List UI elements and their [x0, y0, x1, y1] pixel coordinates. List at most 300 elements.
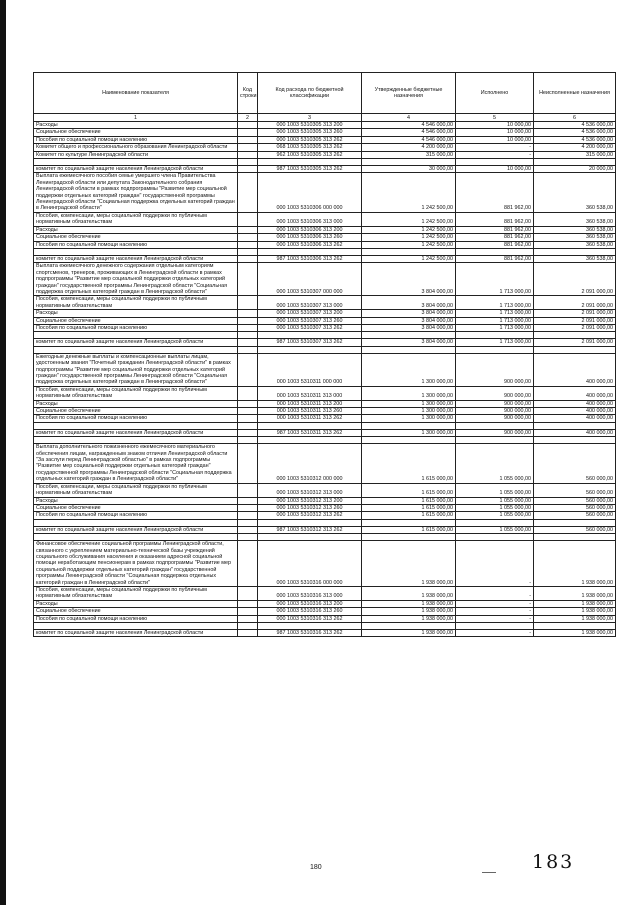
row-unexecuted: 400 000,00 [534, 408, 616, 415]
row-line-code [238, 415, 258, 422]
row-unexecuted: 560 000,00 [534, 512, 616, 519]
row-approved: 3 804 000,00 [362, 310, 456, 317]
spacer-cell [362, 248, 456, 255]
header-expense-code: Код расхода по бюджетной классификации [258, 73, 362, 114]
row-approved: 3 804 000,00 [362, 339, 456, 346]
row-name: комитет по социальной защите населения Ленинградской области [34, 339, 238, 346]
row-expense-code: 987 1003 5310316 313 262 [258, 630, 362, 637]
spacer-cell [34, 422, 238, 429]
table-row [34, 586, 616, 600]
row-expense-code: 000 1003 5310307 313 200 [258, 310, 362, 317]
row-name: Пособия по социальной помощи населению [34, 512, 238, 519]
row-executed: 900 000,00 [456, 408, 534, 415]
spacer-cell [534, 422, 616, 429]
row-unexecuted: 400 000,00 [534, 386, 616, 400]
spacer-cell [258, 437, 362, 444]
row-expense-code: 000 1003 5310312 000 000 [258, 444, 362, 483]
row-expense-code: 000 1003 5310305 313 200 [258, 122, 362, 129]
header-unexecuted: Неисполненные назначения [534, 73, 616, 114]
row-name: комитет по социальной защите населения Ленинградской области [34, 429, 238, 436]
row-name: Пособия, компенсации, меры социальной поддержки по публичным нормативным обязательствам [34, 212, 238, 226]
row-expense-code: 000 1003 5310306 313 262 [258, 241, 362, 248]
table-row [34, 129, 616, 136]
table-row [34, 310, 616, 317]
row-name: комитет по социальной защите населения Ленинградской области [34, 630, 238, 637]
row-name: Расходы [34, 310, 238, 317]
spacer-cell [456, 346, 534, 353]
row-executed: - [456, 608, 534, 615]
row-name: Социальное обеспечение [34, 317, 238, 324]
scan-edge [0, 0, 6, 905]
row-name: Пособия, компенсации, меры социальной поддержки по публичным нормативным обязательствам [34, 386, 238, 400]
header-line-code: Код строки [238, 73, 258, 114]
row-executed: - [456, 630, 534, 637]
spacer-cell [34, 519, 238, 526]
spacer-cell [362, 422, 456, 429]
table-row [34, 497, 616, 504]
row-approved: 1 938 000,00 [362, 600, 456, 607]
row-approved: 1 300 000,00 [362, 400, 456, 407]
spacer-cell [534, 159, 616, 166]
spacer-row [34, 346, 616, 353]
row-unexecuted: 400 000,00 [534, 400, 616, 407]
table-row [34, 166, 616, 173]
row-unexecuted: 4 536 000,00 [534, 129, 616, 136]
row-unexecuted: 360 538,00 [534, 234, 616, 241]
spacer-cell [534, 519, 616, 526]
row-approved: 1 242 500,00 [362, 241, 456, 248]
row-unexecuted: 4 536 000,00 [534, 122, 616, 129]
row-executed: 1 713 000,00 [456, 339, 534, 346]
row-expense-code: 000 1003 5310316 313 260 [258, 608, 362, 615]
row-name: Пособия по социальной помощи населению [34, 415, 238, 422]
spacer-cell [258, 159, 362, 166]
row-line-code [238, 608, 258, 615]
table-row [34, 630, 616, 637]
row-line-code [238, 353, 258, 386]
spacer-cell [238, 519, 258, 526]
spacer-cell [34, 346, 238, 353]
page-number: 180 [310, 864, 322, 871]
row-line-code [238, 429, 258, 436]
row-line-code [238, 317, 258, 324]
row-expense-code: 000 1003 5310312 313 000 [258, 483, 362, 497]
table-row [34, 429, 616, 436]
row-name: Пособия по социальной помощи населению [34, 615, 238, 622]
row-approved: 1 615 000,00 [362, 526, 456, 533]
row-name: Выплата ежемесячного денежного содержания отдельным категориям спортсменов, тренеров, проживающих в Ленинградской области в рамках подпрограммы "Развитие мер социальной поддержки отдельных категорий граждан" государственной программы Ленинградской области "Социальная поддержка отдельных категорий граждан в Ленинградской области" [34, 263, 238, 296]
row-expense-code: 000 1003 5310316 313 200 [258, 600, 362, 607]
row-unexecuted: 2 091 000,00 [534, 296, 616, 310]
row-unexecuted: 1 938 000,00 [534, 608, 616, 615]
row-executed: 1 055 000,00 [456, 497, 534, 504]
row-executed: - [456, 151, 534, 158]
row-approved: 1 300 000,00 [362, 353, 456, 386]
row-executed: - [456, 586, 534, 600]
row-unexecuted: 360 538,00 [534, 212, 616, 226]
pencil-mark [482, 872, 496, 873]
row-unexecuted: 2 091 000,00 [534, 324, 616, 331]
budget-table [33, 72, 616, 637]
row-expense-code: 000 1003 5310306 000 000 [258, 173, 362, 212]
row-approved: 1 300 000,00 [362, 386, 456, 400]
spacer-cell [534, 332, 616, 339]
row-unexecuted: 360 538,00 [534, 255, 616, 262]
row-expense-code: 000 1003 5310312 313 260 [258, 504, 362, 511]
table-row [34, 255, 616, 262]
row-executed: 881 962,00 [456, 212, 534, 226]
table-row [34, 263, 616, 296]
row-unexecuted: 4 536 000,00 [534, 136, 616, 143]
spacer-cell [258, 248, 362, 255]
table-row [34, 296, 616, 310]
row-approved: 1 938 000,00 [362, 541, 456, 587]
spacer-cell [258, 346, 362, 353]
row-executed: 881 962,00 [456, 241, 534, 248]
row-expense-code: 000 1003 5310307 313 000 [258, 296, 362, 310]
row-expense-code: 000 1003 5310311 313 200 [258, 400, 362, 407]
spacer-cell [238, 534, 258, 541]
row-approved: 1 242 500,00 [362, 226, 456, 233]
column-number: 5 [456, 114, 534, 122]
row-unexecuted: 1 938 000,00 [534, 615, 616, 622]
spacer-row [34, 422, 616, 429]
table-row [34, 339, 616, 346]
column-number-row [34, 114, 616, 122]
row-expense-code: 000 1003 5310316 000 000 [258, 541, 362, 587]
row-name: Расходы [34, 122, 238, 129]
row-expense-code: 000 1003 5310311 000 000 [258, 353, 362, 386]
row-name: Пособия по социальной помощи населению [34, 136, 238, 143]
table-row [34, 408, 616, 415]
spacer-cell [456, 437, 534, 444]
stamped-page-number: 183 [532, 851, 575, 873]
spacer-cell [534, 248, 616, 255]
row-name: Социальное обеспечение [34, 408, 238, 415]
row-executed: 900 000,00 [456, 429, 534, 436]
row-approved: 1 615 000,00 [362, 497, 456, 504]
table-row [34, 512, 616, 519]
row-name: Расходы [34, 600, 238, 607]
row-unexecuted: 1 938 000,00 [534, 630, 616, 637]
row-name: Расходы [34, 226, 238, 233]
row-executed: 10 000,00 [456, 136, 534, 143]
row-executed: 10 000,00 [456, 129, 534, 136]
row-expense-code: 000 1003 5310311 313 262 [258, 415, 362, 422]
spacer-cell [534, 437, 616, 444]
row-name: Пособия, компенсации, меры социальной поддержки по публичным нормативным обязательствам [34, 483, 238, 497]
spacer-cell [456, 519, 534, 526]
spacer-cell [258, 623, 362, 630]
row-expense-code: 000 1003 5310316 313 000 [258, 586, 362, 600]
row-line-code [238, 512, 258, 519]
row-line-code [238, 263, 258, 296]
row-approved: 4 546 000,00 [362, 136, 456, 143]
row-unexecuted: 2 091 000,00 [534, 317, 616, 324]
column-number: 4 [362, 114, 456, 122]
row-expense-code: 987 1003 5310311 313 262 [258, 429, 362, 436]
table-row [34, 608, 616, 615]
row-name: Расходы [34, 497, 238, 504]
row-expense-code: 987 1003 5310307 313 262 [258, 339, 362, 346]
row-line-code [238, 136, 258, 143]
row-expense-code: 000 1003 5310306 313 200 [258, 226, 362, 233]
row-line-code [238, 324, 258, 331]
row-line-code [238, 234, 258, 241]
row-approved: 315 000,00 [362, 151, 456, 158]
row-unexecuted: 2 091 000,00 [534, 263, 616, 296]
row-unexecuted: 4 200 000,00 [534, 144, 616, 151]
spacer-row [34, 248, 616, 255]
spacer-cell [258, 422, 362, 429]
table-row [34, 400, 616, 407]
row-approved: 1 300 000,00 [362, 415, 456, 422]
spacer-row [34, 519, 616, 526]
row-executed: 1 713 000,00 [456, 296, 534, 310]
row-line-code [238, 339, 258, 346]
row-expense-code: 000 1003 5310311 313 260 [258, 408, 362, 415]
row-executed: 900 000,00 [456, 400, 534, 407]
row-name: Социальное обеспечение [34, 234, 238, 241]
row-executed: 1 055 000,00 [456, 444, 534, 483]
row-name: Выплата дополнительного пожизненного ежемесячного материального обеспечения лицам, награжденным знаком отличия Ленинградской области "За заслуги перед Ленинградской областью" в рамках подпрограммы "Развитие мер социальной поддержки отдельных категорий граждан" государственной программы Ленинградской области "Социальная поддержка отдельных категорий граждан в Ленинградской области" [34, 444, 238, 483]
row-approved: 1 938 000,00 [362, 615, 456, 622]
row-line-code [238, 615, 258, 622]
spacer-cell [34, 534, 238, 541]
row-executed: 1 713 000,00 [456, 317, 534, 324]
row-executed: 1 713 000,00 [456, 310, 534, 317]
table-row [34, 122, 616, 129]
spacer-cell [362, 623, 456, 630]
spacer-cell [456, 159, 534, 166]
row-line-code [238, 600, 258, 607]
row-expense-code: 000 1003 5310305 313 260 [258, 129, 362, 136]
row-approved: 30 000,00 [362, 166, 456, 173]
spacer-cell [362, 519, 456, 526]
row-line-code [238, 444, 258, 483]
row-line-code [238, 541, 258, 587]
row-name: Финансовое обеспечение социальной программы Ленинградской области, связанного с укреплением материально-технической базы учреждений социального обслуживания населения и оказанием адресной социальной помощи неработающим пенсионерам в рамках подпрограммы "Развитие мер социальной поддержки отдельных категорий граждан" государственной программы Ленинградской области "Социальная поддержка отдельных категорий граждан в Ленинградской области" [34, 541, 238, 587]
table-row [34, 144, 616, 151]
row-name: Расходы [34, 400, 238, 407]
row-executed: - [456, 615, 534, 622]
table-row [34, 541, 616, 587]
row-name: Пособия, компенсации, меры социальной поддержки по публичным нормативным обязательствам [34, 296, 238, 310]
row-expense-code: 000 1003 5310316 313 262 [258, 615, 362, 622]
row-line-code [238, 296, 258, 310]
table-row [34, 526, 616, 533]
row-executed: 1 713 000,00 [456, 263, 534, 296]
row-unexecuted: 400 000,00 [534, 415, 616, 422]
table-row [34, 226, 616, 233]
row-line-code [238, 226, 258, 233]
row-expense-code: 000 1003 5310312 313 262 [258, 512, 362, 519]
table-header-row [34, 73, 616, 114]
row-expense-code: 000 1003 5310306 313 260 [258, 234, 362, 241]
table-row [34, 444, 616, 483]
spacer-cell [362, 346, 456, 353]
table-row [34, 483, 616, 497]
row-approved: 1 300 000,00 [362, 408, 456, 415]
spacer-cell [456, 422, 534, 429]
table-row [34, 353, 616, 386]
row-executed: 881 962,00 [456, 173, 534, 212]
row-executed: 881 962,00 [456, 234, 534, 241]
row-name: Социальное обеспечение [34, 608, 238, 615]
spacer-row [34, 437, 616, 444]
row-approved: 4 546 000,00 [362, 122, 456, 129]
table-row [34, 136, 616, 143]
spacer-row [34, 534, 616, 541]
spacer-cell [258, 332, 362, 339]
spacer-row [34, 623, 616, 630]
row-executed: 1 055 000,00 [456, 512, 534, 519]
row-unexecuted: 560 000,00 [534, 483, 616, 497]
spacer-cell [238, 248, 258, 255]
spacer-cell [456, 623, 534, 630]
row-line-code [238, 129, 258, 136]
row-line-code [238, 386, 258, 400]
row-line-code [238, 504, 258, 511]
header-executed: Исполнено [456, 73, 534, 114]
row-unexecuted: 560 000,00 [534, 444, 616, 483]
row-unexecuted: 1 938 000,00 [534, 586, 616, 600]
spacer-cell [362, 159, 456, 166]
row-unexecuted: 560 000,00 [534, 497, 616, 504]
row-unexecuted: 360 538,00 [534, 226, 616, 233]
header-approved: Утвержденные бюджетные назначения [362, 73, 456, 114]
spacer-row [34, 332, 616, 339]
row-approved: 1 615 000,00 [362, 444, 456, 483]
row-executed: 1 055 000,00 [456, 504, 534, 511]
row-approved: 3 804 000,00 [362, 296, 456, 310]
spacer-row [34, 159, 616, 166]
row-line-code [238, 144, 258, 151]
row-expense-code: 987 1003 5310305 313 262 [258, 166, 362, 173]
row-unexecuted: 560 000,00 [534, 526, 616, 533]
table-row [34, 317, 616, 324]
row-unexecuted: 20 000,00 [534, 166, 616, 173]
spacer-cell [34, 437, 238, 444]
column-number: 6 [534, 114, 616, 122]
column-number: 1 [34, 114, 238, 122]
row-line-code [238, 255, 258, 262]
column-number: 3 [258, 114, 362, 122]
row-line-code [238, 166, 258, 173]
row-line-code [238, 526, 258, 533]
row-expense-code: 000 1003 5310312 313 200 [258, 497, 362, 504]
table-row [34, 600, 616, 607]
row-unexecuted: 1 938 000,00 [534, 541, 616, 587]
table-row [34, 504, 616, 511]
row-expense-code: 000 1003 5310306 313 000 [258, 212, 362, 226]
row-name: комитет по социальной защите населения Ленинградской области [34, 166, 238, 173]
spacer-cell [362, 534, 456, 541]
table-row [34, 151, 616, 158]
row-executed: 1 713 000,00 [456, 324, 534, 331]
spacer-cell [258, 534, 362, 541]
row-name: комитет по социальной защите населения Ленинградской области [34, 526, 238, 533]
row-name: Ежегодные денежные выплаты и компенсационные выплаты лицам, удостоенным звания "Почетный гражданин Ленинградской области" в рамках подпрограммы "Развитие мер социальной поддержки отдельных категорий граждан" государственной программы Ленинградской области "Социальная поддержка отдельных категорий граждан в Ленинградской области" [34, 353, 238, 386]
row-line-code [238, 241, 258, 248]
spacer-cell [34, 248, 238, 255]
row-name: Социальное обеспечение [34, 129, 238, 136]
row-unexecuted: 400 000,00 [534, 353, 616, 386]
row-expense-code: 000 1003 5310307 000 000 [258, 263, 362, 296]
row-executed: 881 962,00 [456, 226, 534, 233]
spacer-cell [238, 623, 258, 630]
spacer-cell [34, 159, 238, 166]
row-executed: 900 000,00 [456, 415, 534, 422]
row-approved: 1 938 000,00 [362, 608, 456, 615]
row-approved: 1 242 500,00 [362, 234, 456, 241]
row-executed: 1 055 000,00 [456, 483, 534, 497]
row-line-code [238, 586, 258, 600]
spacer-cell [534, 346, 616, 353]
column-number: 2 [238, 114, 258, 122]
row-executed: 900 000,00 [456, 386, 534, 400]
row-line-code [238, 173, 258, 212]
row-approved: 3 804 000,00 [362, 317, 456, 324]
row-approved: 1 242 500,00 [362, 255, 456, 262]
row-expense-code: 962 1003 5310305 313 262 [258, 151, 362, 158]
row-unexecuted: 400 000,00 [534, 429, 616, 436]
row-line-code [238, 483, 258, 497]
row-name: Пособия по социальной помощи населению [34, 324, 238, 331]
spacer-cell [456, 332, 534, 339]
spacer-cell [534, 534, 616, 541]
row-unexecuted: 360 538,00 [534, 173, 616, 212]
row-executed: 881 962,00 [456, 255, 534, 262]
row-executed: - [456, 600, 534, 607]
row-approved: 4 200 000,00 [362, 144, 456, 151]
row-name: Комитет общего и профессионального образования Ленинградской области [34, 144, 238, 151]
row-expense-code: 000 1003 5310311 313 000 [258, 386, 362, 400]
row-approved: 1 615 000,00 [362, 483, 456, 497]
spacer-cell [362, 437, 456, 444]
row-approved: 1 242 500,00 [362, 212, 456, 226]
row-executed: - [456, 144, 534, 151]
row-line-code [238, 212, 258, 226]
row-expense-code: 000 1003 5310307 313 260 [258, 317, 362, 324]
row-unexecuted: 1 938 000,00 [534, 600, 616, 607]
row-unexecuted: 2 091 000,00 [534, 339, 616, 346]
spacer-cell [258, 519, 362, 526]
table-row [34, 415, 616, 422]
row-approved: 1 300 000,00 [362, 429, 456, 436]
row-executed: 900 000,00 [456, 353, 534, 386]
table-row [34, 241, 616, 248]
row-name: Комитет по культуре Ленинградской области [34, 151, 238, 158]
row-expense-code: 000 1003 5310305 313 262 [258, 136, 362, 143]
table-row [34, 234, 616, 241]
row-approved: 1 615 000,00 [362, 512, 456, 519]
row-name: Пособия по социальной помощи населению [34, 241, 238, 248]
row-name: Социальное обеспечение [34, 504, 238, 511]
row-executed: 1 055 000,00 [456, 526, 534, 533]
row-unexecuted: 360 538,00 [534, 241, 616, 248]
row-line-code [238, 408, 258, 415]
row-approved: 3 804 000,00 [362, 263, 456, 296]
row-executed: 10 000,00 [456, 166, 534, 173]
spacer-cell [238, 437, 258, 444]
row-expense-code: 987 1003 5310312 313 262 [258, 526, 362, 533]
table-row [34, 173, 616, 212]
row-name: Выплата ежемесячного пособия семье умершего члена Правительства Ленинградской области или депутата Законодательного собрания Ленинградской области в рамках подпрограммы "Развитие мер социальной поддержки отдельных категорий граждан" государственной программы Ленинградской области "Социальная поддержка отдельных категорий граждан в Ленинградской области" [34, 173, 238, 212]
row-approved: 1 242 500,00 [362, 173, 456, 212]
row-approved: 4 546 000,00 [362, 129, 456, 136]
row-unexecuted: 315 000,00 [534, 151, 616, 158]
